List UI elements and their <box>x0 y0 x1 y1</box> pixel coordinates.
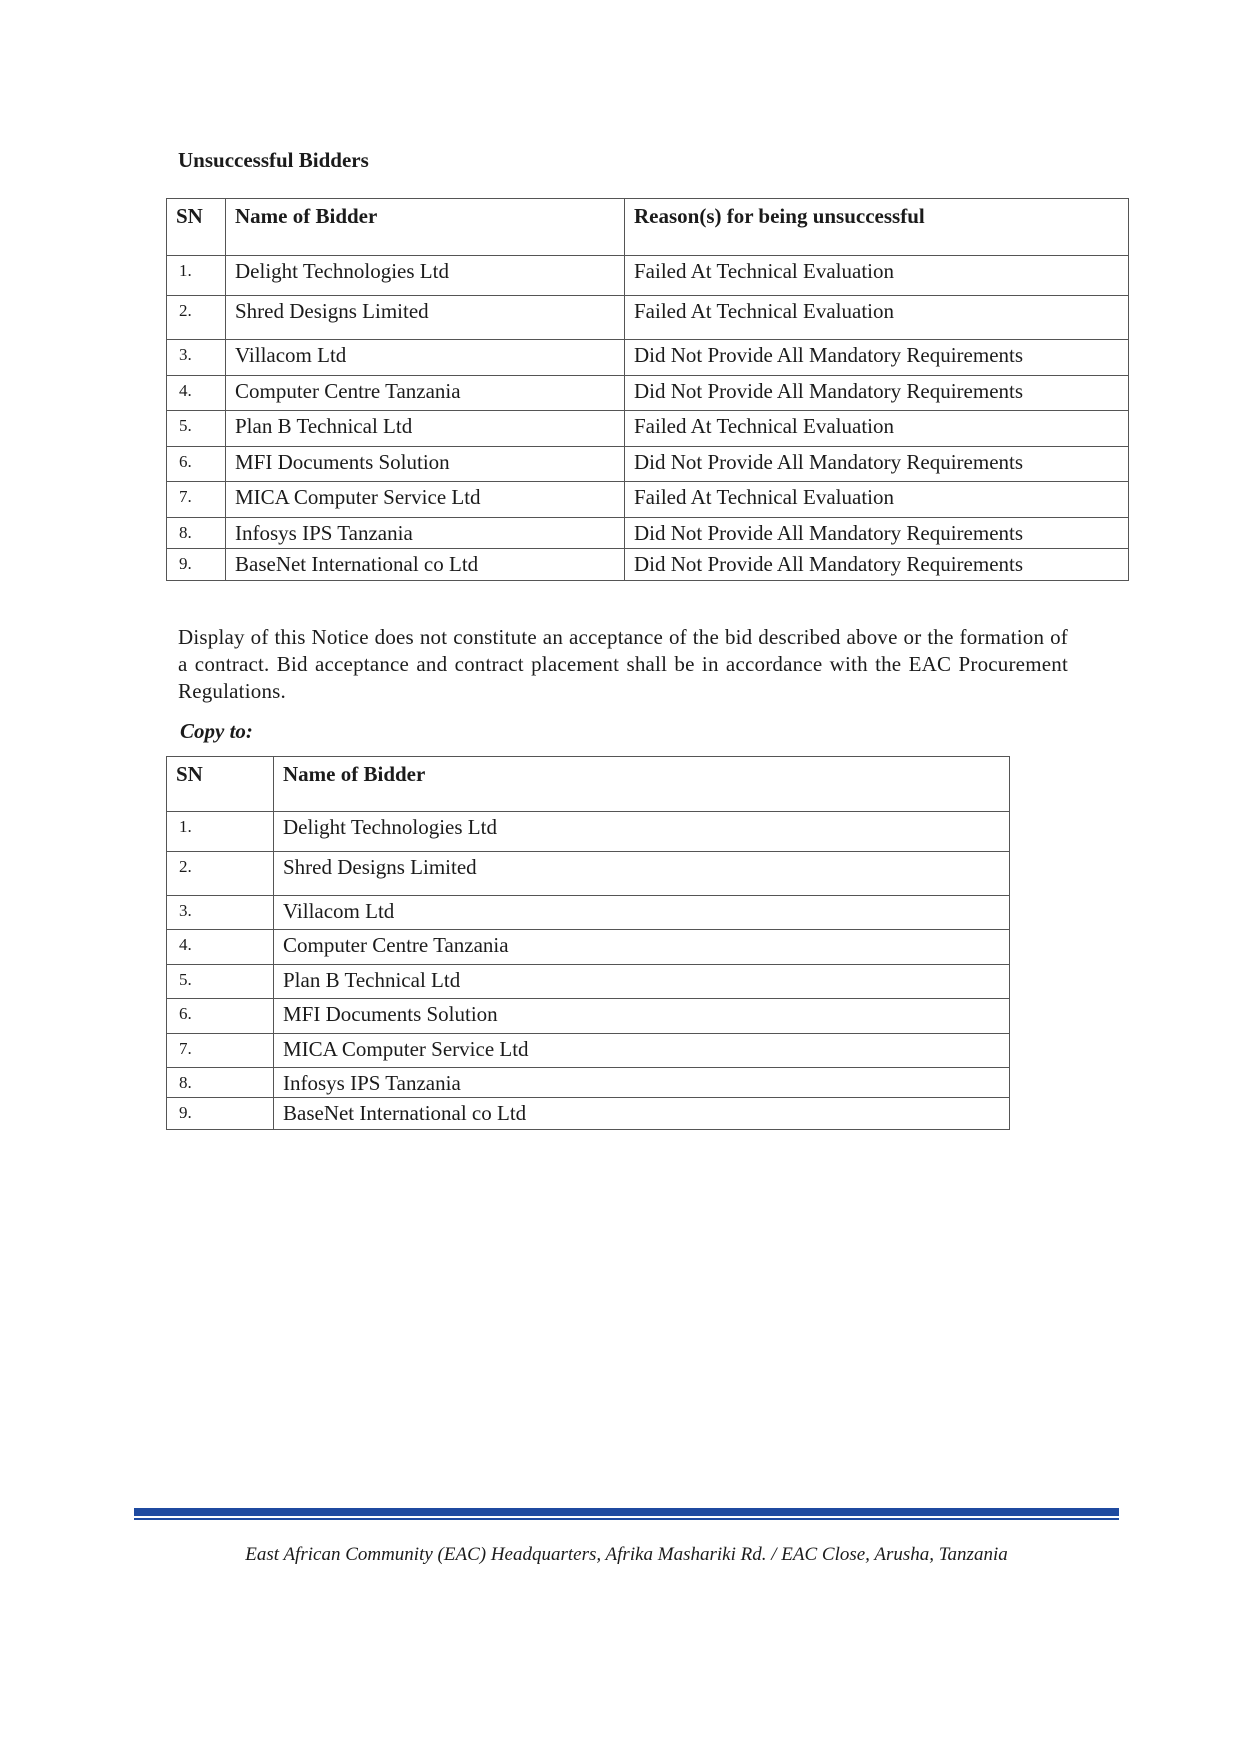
reason-cell: Failed At Technical Evaluation <box>625 296 1129 340</box>
table-row <box>167 549 1129 581</box>
row-number-cell: 9. <box>167 549 226 581</box>
bidder-name-cell: Villacom Ltd <box>226 340 625 376</box>
column-header-reason: Reason(s) for being unsuccessful <box>625 199 1129 256</box>
table-row <box>167 852 1010 896</box>
row-number-cell: 4. <box>167 930 274 965</box>
table-row <box>167 930 1010 965</box>
reason-cell: Did Not Provide All Mandatory Requirements <box>625 447 1129 482</box>
table-row <box>167 896 1010 930</box>
reason-cell: Did Not Provide All Mandatory Requirements <box>625 376 1129 411</box>
row-number-cell: 5. <box>167 411 226 447</box>
row-number-cell: 2. <box>167 852 274 896</box>
row-number-cell: 5. <box>167 965 274 999</box>
table-row <box>167 411 1129 447</box>
row-number-cell: 2. <box>167 296 226 340</box>
row-number-cell: 6. <box>167 999 274 1034</box>
column-header-name: Name of Bidder <box>226 199 625 256</box>
bidder-name-cell: MICA Computer Service Ltd <box>274 1034 1010 1068</box>
row-number-cell: 7. <box>167 482 226 518</box>
table-header-row <box>167 757 1010 812</box>
bidder-name-cell: MICA Computer Service Ltd <box>226 482 625 518</box>
row-number-cell: 6. <box>167 447 226 482</box>
row-number-cell: 8. <box>167 518 226 549</box>
table-row <box>167 340 1129 376</box>
row-number-cell: 8. <box>167 1068 274 1098</box>
reason-cell: Did Not Provide All Mandatory Requirements <box>625 518 1129 549</box>
bidder-name-cell: BaseNet International co Ltd <box>226 549 625 581</box>
unsuccessful-bidders-table <box>166 198 1129 581</box>
column-header-name: Name of Bidder <box>274 757 1010 812</box>
footer-address: East African Community (EAC) Headquarters, Afrika Mashariki Rd. / EAC Close, Arusha, Tanzania <box>245 1544 1008 1565</box>
table-row <box>167 482 1129 518</box>
bidder-name-cell: Plan B Technical Ltd <box>274 965 1010 999</box>
row-number-cell: 4. <box>167 376 226 411</box>
bidder-name-cell: Villacom Ltd <box>274 896 1010 930</box>
row-number-cell: 9. <box>167 1098 274 1130</box>
copy-to-table <box>166 756 1010 1130</box>
reason-cell: Failed At Technical Evaluation <box>625 256 1129 296</box>
column-header-sn: SN <box>167 757 274 812</box>
table-row <box>167 1068 1010 1098</box>
table-row <box>167 812 1010 852</box>
table-row <box>167 518 1129 549</box>
bidder-name-cell: BaseNet International co Ltd <box>274 1098 1010 1130</box>
reason-cell: Did Not Provide All Mandatory Requirements <box>625 340 1129 376</box>
notice-paragraph: Display of this Notice does not constitute an acceptance of the bid described above or the formation of a contract. Bid acceptance and contract placement shall be in accordance with the EAC Procurement Regulations. <box>178 625 1068 703</box>
bidder-name-cell: Delight Technologies Ltd <box>274 812 1010 852</box>
row-number-cell: 3. <box>167 896 274 930</box>
row-number-cell: 1. <box>167 256 226 296</box>
table-row <box>167 256 1129 296</box>
row-number-cell: 7. <box>167 1034 274 1068</box>
footer-rule <box>134 1508 1119 1520</box>
table-row <box>167 999 1010 1034</box>
copy-to-label: Copy to: <box>180 719 253 743</box>
table-row <box>167 965 1010 999</box>
bidder-name-cell: Infosys IPS Tanzania <box>226 518 625 549</box>
bidder-name-cell: MFI Documents Solution <box>226 447 625 482</box>
bidder-name-cell: Computer Centre Tanzania <box>274 930 1010 965</box>
table-row <box>167 1098 1010 1130</box>
reason-cell: Failed At Technical Evaluation <box>625 482 1129 518</box>
bidder-name-cell: Infosys IPS Tanzania <box>274 1068 1010 1098</box>
bidder-name-cell: Delight Technologies Ltd <box>226 256 625 296</box>
table-header-row <box>167 199 1129 256</box>
bidder-name-cell: Plan B Technical Ltd <box>226 411 625 447</box>
table-row <box>167 447 1129 482</box>
column-header-sn: SN <box>167 199 226 256</box>
row-number-cell: 3. <box>167 340 226 376</box>
table-row <box>167 296 1129 340</box>
bidder-name-cell: Shred Designs Limited <box>274 852 1010 896</box>
reason-cell: Did Not Provide All Mandatory Requirements <box>625 549 1129 581</box>
table-row <box>167 1034 1010 1068</box>
bidder-name-cell: MFI Documents Solution <box>274 999 1010 1034</box>
section-heading: Unsuccessful Bidders <box>178 148 369 172</box>
reason-cell: Failed At Technical Evaluation <box>625 411 1129 447</box>
bidder-name-cell: Computer Centre Tanzania <box>226 376 625 411</box>
bidder-name-cell: Shred Designs Limited <box>226 296 625 340</box>
table-row <box>167 376 1129 411</box>
row-number-cell: 1. <box>167 812 274 852</box>
